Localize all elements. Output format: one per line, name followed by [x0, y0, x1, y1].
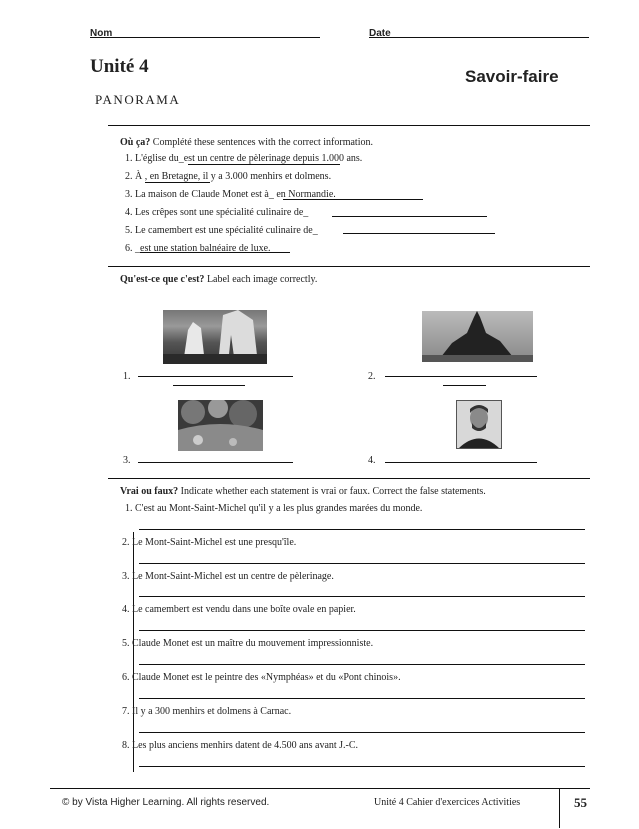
- correction-line[interactable]: [139, 732, 585, 733]
- label-line-3[interactable]: [138, 462, 293, 463]
- s1-num: 2.: [125, 171, 133, 182]
- label-num-4: 4.: [368, 455, 376, 466]
- photo-portrait: [456, 400, 502, 449]
- date-label: Date: [369, 28, 391, 39]
- s1-text: Le camembert est une spécialité culinaire de_: [135, 225, 318, 236]
- s3-text: Le camembert est vendu dans une boîte ovale en papier.: [132, 604, 356, 615]
- s1-item-4: [125, 207, 308, 218]
- s3-num: 1.: [125, 503, 133, 514]
- section3-title: [120, 486, 486, 497]
- s1-item-5: [125, 225, 318, 236]
- s1-num: 5.: [125, 225, 133, 236]
- s1-num: 6.: [125, 243, 133, 254]
- section2-title-rest: Label each image correctly.: [204, 274, 318, 285]
- s3-item-4: [122, 604, 356, 615]
- nom-line[interactable]: [90, 37, 320, 38]
- s1-text: _est une station balnéaire de luxe.: [135, 243, 271, 254]
- page-number: 55: [574, 795, 587, 810]
- section2-title-bold: Qu'est-ce que c'est?: [120, 274, 205, 285]
- s3-num: 5.: [122, 638, 130, 649]
- photo-cliffs: [163, 310, 267, 364]
- section-divider: [108, 125, 590, 126]
- label-num-3: 3.: [123, 455, 131, 466]
- s3-text: Claude Monet est le peintre des «Nymphéas» et du «Pont chinois».: [132, 672, 401, 683]
- photo-garden: [178, 400, 263, 451]
- section3-title-rest: Indicate whether each statement is vrai or faux. Correct the false statements.: [178, 486, 486, 497]
- s1-num: 4.: [125, 207, 133, 218]
- s1-item-2: [125, 171, 331, 182]
- correction-line[interactable]: [139, 698, 585, 699]
- section2-title: [120, 274, 317, 285]
- copyright-text: © by Vista Higher Learning. All rights reserved.: [62, 797, 270, 808]
- s3-num: 8.: [122, 740, 130, 751]
- photo-mont-saint-michel: [422, 311, 533, 362]
- section-divider: [108, 478, 590, 479]
- s3-text: Il y a 300 menhirs et dolmens à Carnac.: [132, 706, 292, 717]
- footer-divider: [559, 788, 560, 828]
- s1-text: Les crêpes sont une spécialité culinaire de_: [135, 207, 309, 218]
- savoir-faire-title: Savoir-faire: [465, 67, 559, 86]
- s3-num: 7.: [122, 706, 130, 717]
- s3-item-1: [125, 503, 422, 514]
- answer-line[interactable]: [332, 216, 487, 217]
- correction-line[interactable]: [139, 664, 585, 665]
- s3-item-2: [122, 537, 296, 548]
- label-line-extra: [173, 385, 245, 386]
- s1-num: 1.: [125, 153, 133, 164]
- label-num-2: 2.: [368, 371, 376, 382]
- label-line-4[interactable]: [385, 462, 537, 463]
- answer-line[interactable]: [283, 199, 423, 200]
- s1-text: L'église du_est un centre de pèlerinage depuis 1.000 ans.: [135, 153, 363, 164]
- s3-item-7: [122, 706, 291, 717]
- answer-line[interactable]: [343, 233, 495, 234]
- s1-text: La maison de Claude Monet est à_ en Normandie.: [135, 189, 336, 200]
- label-line-1[interactable]: [138, 376, 293, 377]
- unit-title: Unité 4: [90, 56, 149, 77]
- s1-item-1: [125, 153, 362, 164]
- nom-label: Nom: [90, 28, 113, 39]
- label-num-1: 1.: [123, 371, 131, 382]
- s3-num: 4.: [122, 604, 130, 615]
- s3-num: 3.: [122, 571, 130, 582]
- s3-text: Le Mont-Saint-Michel est un centre de pèlerinage.: [132, 571, 334, 582]
- section3-title-bold: Vrai ou faux?: [120, 486, 179, 497]
- answer-line[interactable]: [140, 252, 290, 253]
- section1-title-bold: Où ça?: [120, 137, 151, 148]
- panorama-heading: PANORAMA: [95, 92, 181, 107]
- correction-line[interactable]: [139, 596, 585, 597]
- s3-text: C'est au Mont-Saint-Michel qu'il y a les plus grandes marées du monde.: [135, 503, 423, 514]
- s3-item-6: [122, 672, 401, 683]
- s3-text: Le Mont-Saint-Michel est une presqu'île.: [132, 537, 297, 548]
- book-title: Unité 4 Cahier d'exercices Activities: [374, 797, 521, 808]
- correction-line[interactable]: [139, 563, 585, 564]
- correction-line[interactable]: [139, 630, 585, 631]
- footer-rule: [50, 788, 590, 789]
- s3-item-5: [122, 638, 373, 649]
- answer-line[interactable]: [188, 164, 340, 165]
- s3-num: 6.: [122, 672, 130, 683]
- section1-title: [120, 137, 373, 148]
- section1-title-rest: Complété these sentences with the correct information.: [150, 137, 373, 148]
- correction-line[interactable]: [139, 766, 585, 767]
- s3-num: 2.: [122, 537, 130, 548]
- answer-line[interactable]: [145, 182, 210, 183]
- s3-item-3: [122, 571, 334, 582]
- section-divider: [108, 266, 590, 267]
- margin-rule: [133, 532, 134, 772]
- s1-text: À , en Bretagne, il y a 3.000 menhirs et dolmens.: [135, 171, 332, 182]
- date-line[interactable]: [369, 37, 589, 38]
- s3-item-8: [122, 740, 358, 751]
- s1-num: 3.: [125, 189, 133, 200]
- correction-line[interactable]: [139, 529, 585, 530]
- s3-text: Les plus anciens menhirs datent de 4.500 ans avant J.-C.: [132, 740, 359, 751]
- label-line-2[interactable]: [385, 376, 537, 377]
- label-line-extra: [443, 385, 486, 386]
- s3-text: Claude Monet est un maître du mouvement impressionniste.: [132, 638, 374, 649]
